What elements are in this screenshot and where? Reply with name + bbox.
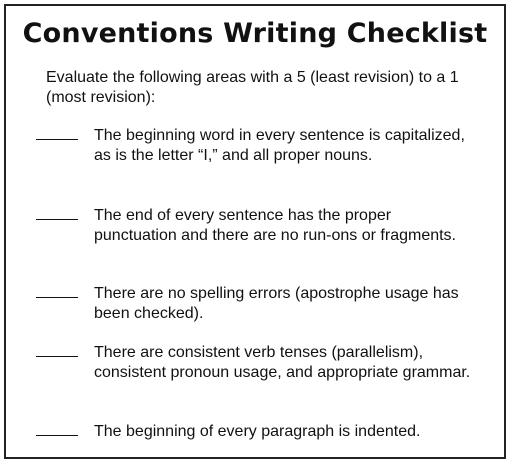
rating-blank[interactable] bbox=[36, 284, 78, 298]
checklist-item-capitalization bbox=[36, 126, 476, 166]
checklist-item-text: The beginning of every paragraph is indented. bbox=[94, 423, 421, 440]
page-title: Conventions Writing Checklist bbox=[22, 18, 488, 49]
rating-blank[interactable] bbox=[36, 343, 78, 357]
checklist-item-grammar bbox=[36, 343, 476, 383]
checklist-item-text: There are consistent verb tenses (parallelism), consistent pronoun usage, and appropriate grammar. bbox=[94, 344, 471, 381]
checklist-item-spelling bbox=[36, 284, 476, 324]
rating-blank[interactable] bbox=[36, 126, 78, 140]
rating-blank[interactable] bbox=[36, 206, 78, 220]
checklist-item-text: There are no spelling errors (apostrophe usage has been checked). bbox=[94, 285, 459, 322]
checklist-item-indentation bbox=[36, 422, 476, 442]
checklist-frame bbox=[4, 4, 506, 459]
rating-blank[interactable] bbox=[36, 422, 78, 436]
checklist-item-text: The beginning word in every sentence is capitalized, as is the letter “I,” and all proper nouns. bbox=[94, 127, 465, 164]
checklist-item-text: The end of every sentence has the proper punctuation and there are no run-ons or fragments. bbox=[94, 207, 456, 244]
checklist-item-punctuation bbox=[36, 206, 476, 246]
instructions-text: Evaluate the following areas with a 5 (least revision) to a 1 (most revision): bbox=[46, 69, 459, 106]
